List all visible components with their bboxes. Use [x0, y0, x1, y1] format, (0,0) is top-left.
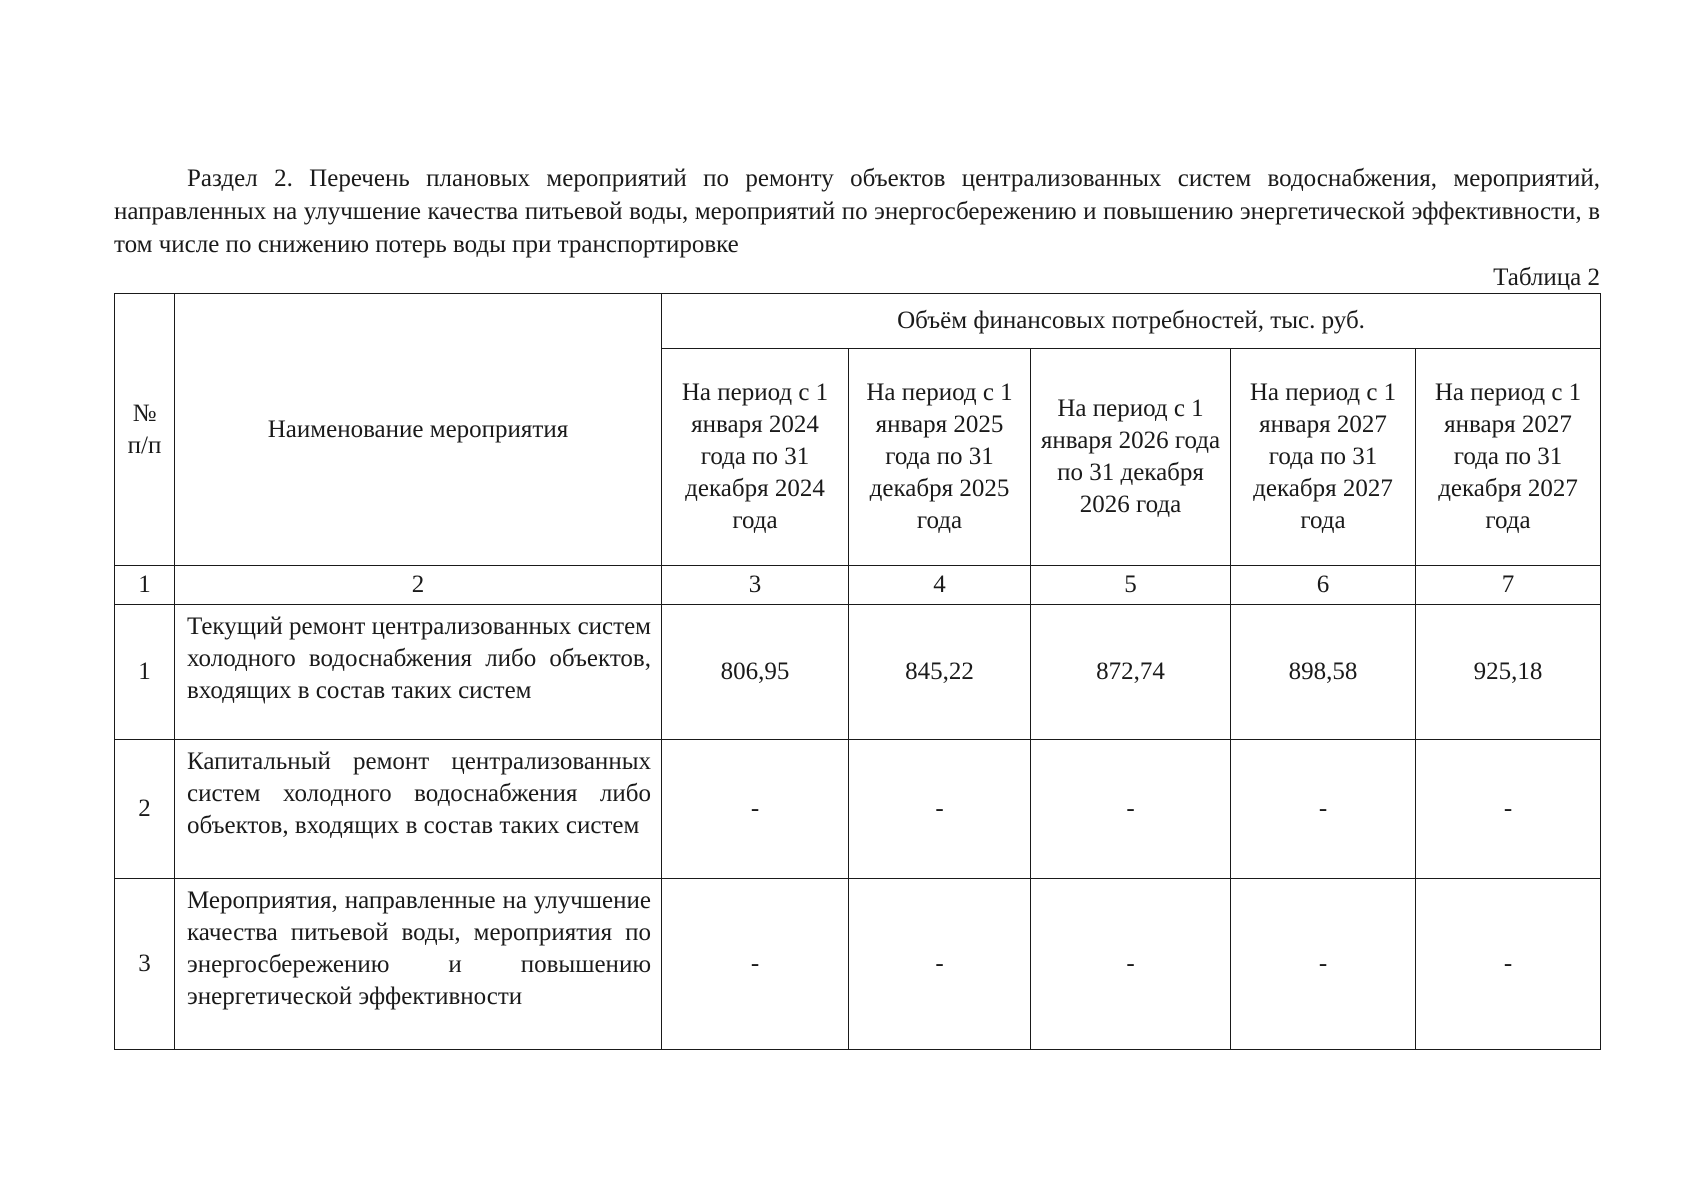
period-header-2027a: На период с 1 января 2027 года по 31 декабря 2027 года	[1231, 349, 1416, 566]
column-number: 2	[175, 566, 662, 605]
table-caption: Таблица 2	[1493, 264, 1600, 291]
column-number-row	[115, 566, 1601, 605]
row-value: -	[1031, 879, 1231, 1050]
table-header-row	[115, 294, 1601, 349]
row-value: -	[849, 879, 1031, 1050]
row-name: Мероприятия, направленные на улучшение качества питьевой воды, мероприятия по энергосбережению и повышению энергетической эффективности	[175, 879, 662, 1050]
row-value: 872,74	[1031, 605, 1231, 740]
row-value: -	[662, 879, 849, 1050]
row-number: 2	[115, 740, 175, 879]
column-number: 6	[1231, 566, 1416, 605]
row-value: -	[662, 740, 849, 879]
row-value: -	[1416, 879, 1601, 1050]
row-name: Текущий ремонт централизованных систем холодного водоснабжения либо объектов, входящих в состав таких систем	[175, 605, 662, 740]
group-header: Объём финансовых потребностей, тыс. руб.	[662, 294, 1601, 349]
row-value: 925,18	[1416, 605, 1601, 740]
row-value: -	[1231, 740, 1416, 879]
row-value: 806,95	[662, 605, 849, 740]
col-no-header: № п/п	[115, 294, 175, 566]
row-value: 898,58	[1231, 605, 1416, 740]
table-row	[115, 879, 1601, 1050]
column-number: 1	[115, 566, 175, 605]
section-heading: Раздел 2. Перечень плановых мероприятий по ремонту объектов централизованных систем водоснабжения, мероприятий, направленных на улучшение качества питьевой воды, мероприятий по энергосбережению и повышению энергетической эффективности, в том числе по снижению потерь воды при транспортировке	[114, 165, 1600, 258]
row-value: -	[1031, 740, 1231, 879]
column-number: 5	[1031, 566, 1231, 605]
row-value: -	[1416, 740, 1601, 879]
period-header-2027b: На период с 1 января 2027 года по 31 декабря 2027 года	[1416, 349, 1601, 566]
table-row	[115, 740, 1601, 879]
financial-needs-table	[114, 293, 1601, 1050]
period-header-2024: На период с 1 января 2024 года по 31 декабря 2024 года	[662, 349, 849, 566]
column-number: 3	[662, 566, 849, 605]
row-number: 3	[115, 879, 175, 1050]
column-number: 7	[1416, 566, 1601, 605]
table-row	[115, 605, 1601, 740]
column-number: 4	[849, 566, 1031, 605]
row-value: 845,22	[849, 605, 1031, 740]
row-value: -	[1231, 879, 1416, 1050]
period-header-2025: На период с 1 января 2025 года по 31 декабря 2025 года	[849, 349, 1031, 566]
row-number: 1	[115, 605, 175, 740]
row-value: -	[849, 740, 1031, 879]
col-name-header: Наименование мероприятия	[175, 294, 662, 566]
row-name: Капитальный ремонт централизованных систем холодного водоснабжения либо объектов, входящих в состав таких систем	[175, 740, 662, 879]
document-page	[114, 162, 1600, 1050]
period-header-2026: На период с 1 января 2026 года по 31 декабря 2026 года	[1031, 349, 1231, 566]
